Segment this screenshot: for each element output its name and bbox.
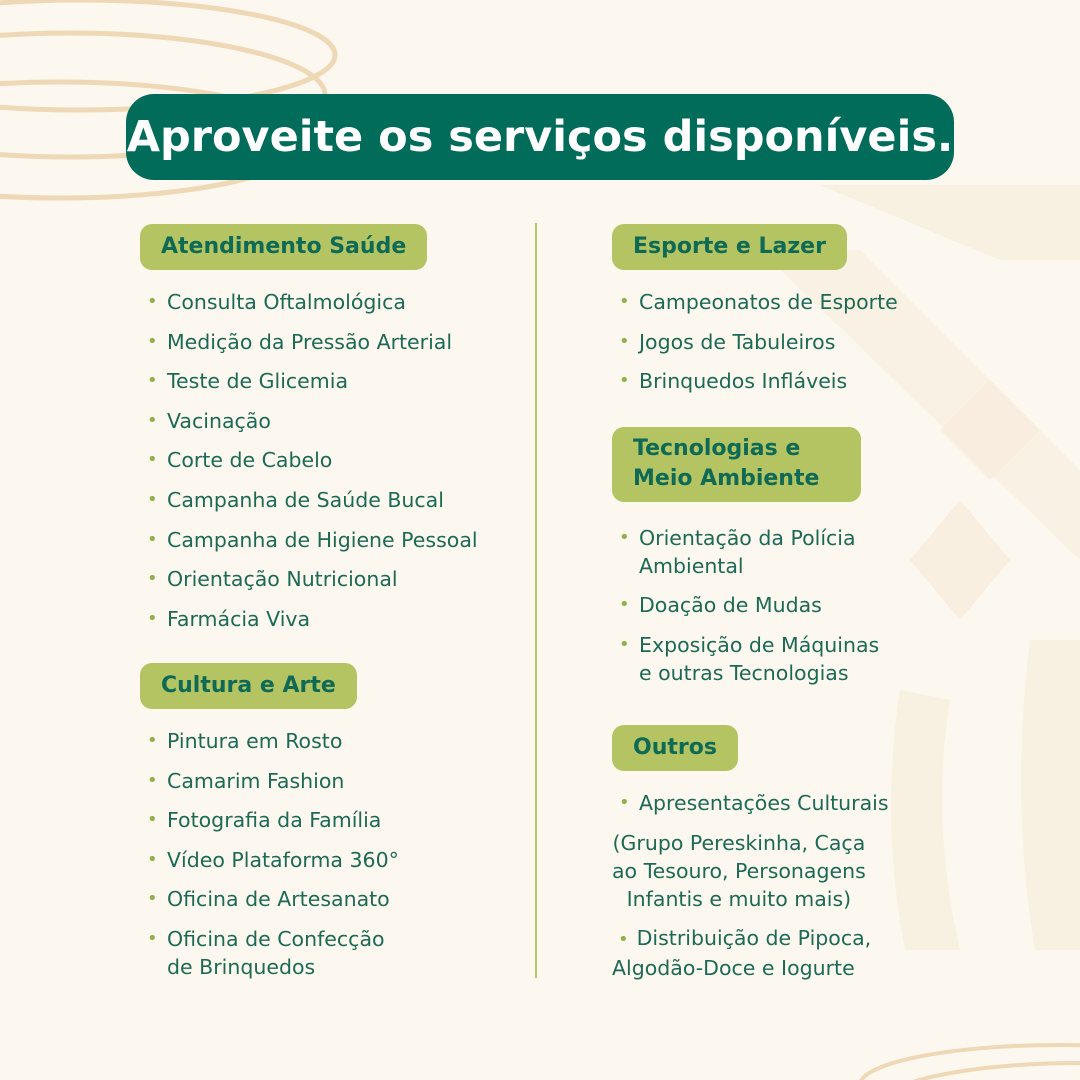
title-banner <box>126 94 954 180</box>
list-item: • Campanha de Saúde Bucal <box>141 486 478 526</box>
outros-list <box>613 789 889 817</box>
saude-list <box>141 288 478 644</box>
section-heading-outros: Outros <box>612 725 738 771</box>
list-item: • Doação de Mudas <box>613 591 879 631</box>
list-item: • Vídeo Plataforma 360° <box>141 846 399 886</box>
list-item: • Pintura em Rosto <box>141 727 399 767</box>
esporte-list <box>613 288 898 407</box>
list-item: • Exposição de Máquinas e outras Tecnologias <box>613 631 879 687</box>
cultura-list <box>141 727 399 981</box>
list-item: • Apresentações Culturais <box>613 789 889 817</box>
list-item: • Consulta Oftalmológica <box>141 288 478 328</box>
list-item: • Fotografia da Família <box>141 806 399 846</box>
outros-note: (Grupo Pereskinha, Caça ao Tesouro, Personagens Infantis e muito mais) <box>612 831 866 911</box>
list-item: • Campanha de Higiene Pessoal <box>141 526 478 566</box>
list-item: • Farmácia Viva <box>141 605 478 645</box>
section-heading-cultura: Cultura e Arte <box>140 663 357 709</box>
list-item: • Camarim Fashion <box>141 767 399 807</box>
list-item: • Oficina de Artesanato <box>141 885 399 925</box>
list-item: • Oficina de Confecção de Brinquedos <box>141 925 399 981</box>
section-heading-saude: Atendimento Saúde <box>140 224 427 270</box>
list-item: • Orientação da Polícia Ambiental <box>613 524 879 591</box>
page-title: Aproveite os serviços disponíveis. <box>126 112 954 162</box>
section-heading-tecnologia: Tecnologias e Meio Ambiente <box>612 427 861 502</box>
list-item: • Orientação Nutricional <box>141 565 478 605</box>
section-heading-esporte: Esporte e Lazer <box>612 224 847 270</box>
list-item: • Vacinação <box>141 407 478 447</box>
list-item-text: Distribuição de Pipoca, Algodão-Doce e Iogurte <box>612 926 872 980</box>
list-item: • Medição da Pressão Arterial <box>141 328 478 368</box>
column-divider <box>535 223 537 978</box>
list-item: • Campeonatos de Esporte <box>613 288 898 328</box>
list-item: • Jogos de Tabuleiros <box>613 328 898 368</box>
tecnologia-list <box>613 524 879 687</box>
bullet-icon: • <box>618 929 629 950</box>
outros-item-distribuicao <box>612 924 871 982</box>
list-item: • Brinquedos Infláveis <box>613 367 898 407</box>
list-item: • Teste de Glicemia <box>141 367 478 407</box>
ring-lines-bottom-right <box>860 1045 1080 1080</box>
list-item: • Corte de Cabelo <box>141 446 478 486</box>
